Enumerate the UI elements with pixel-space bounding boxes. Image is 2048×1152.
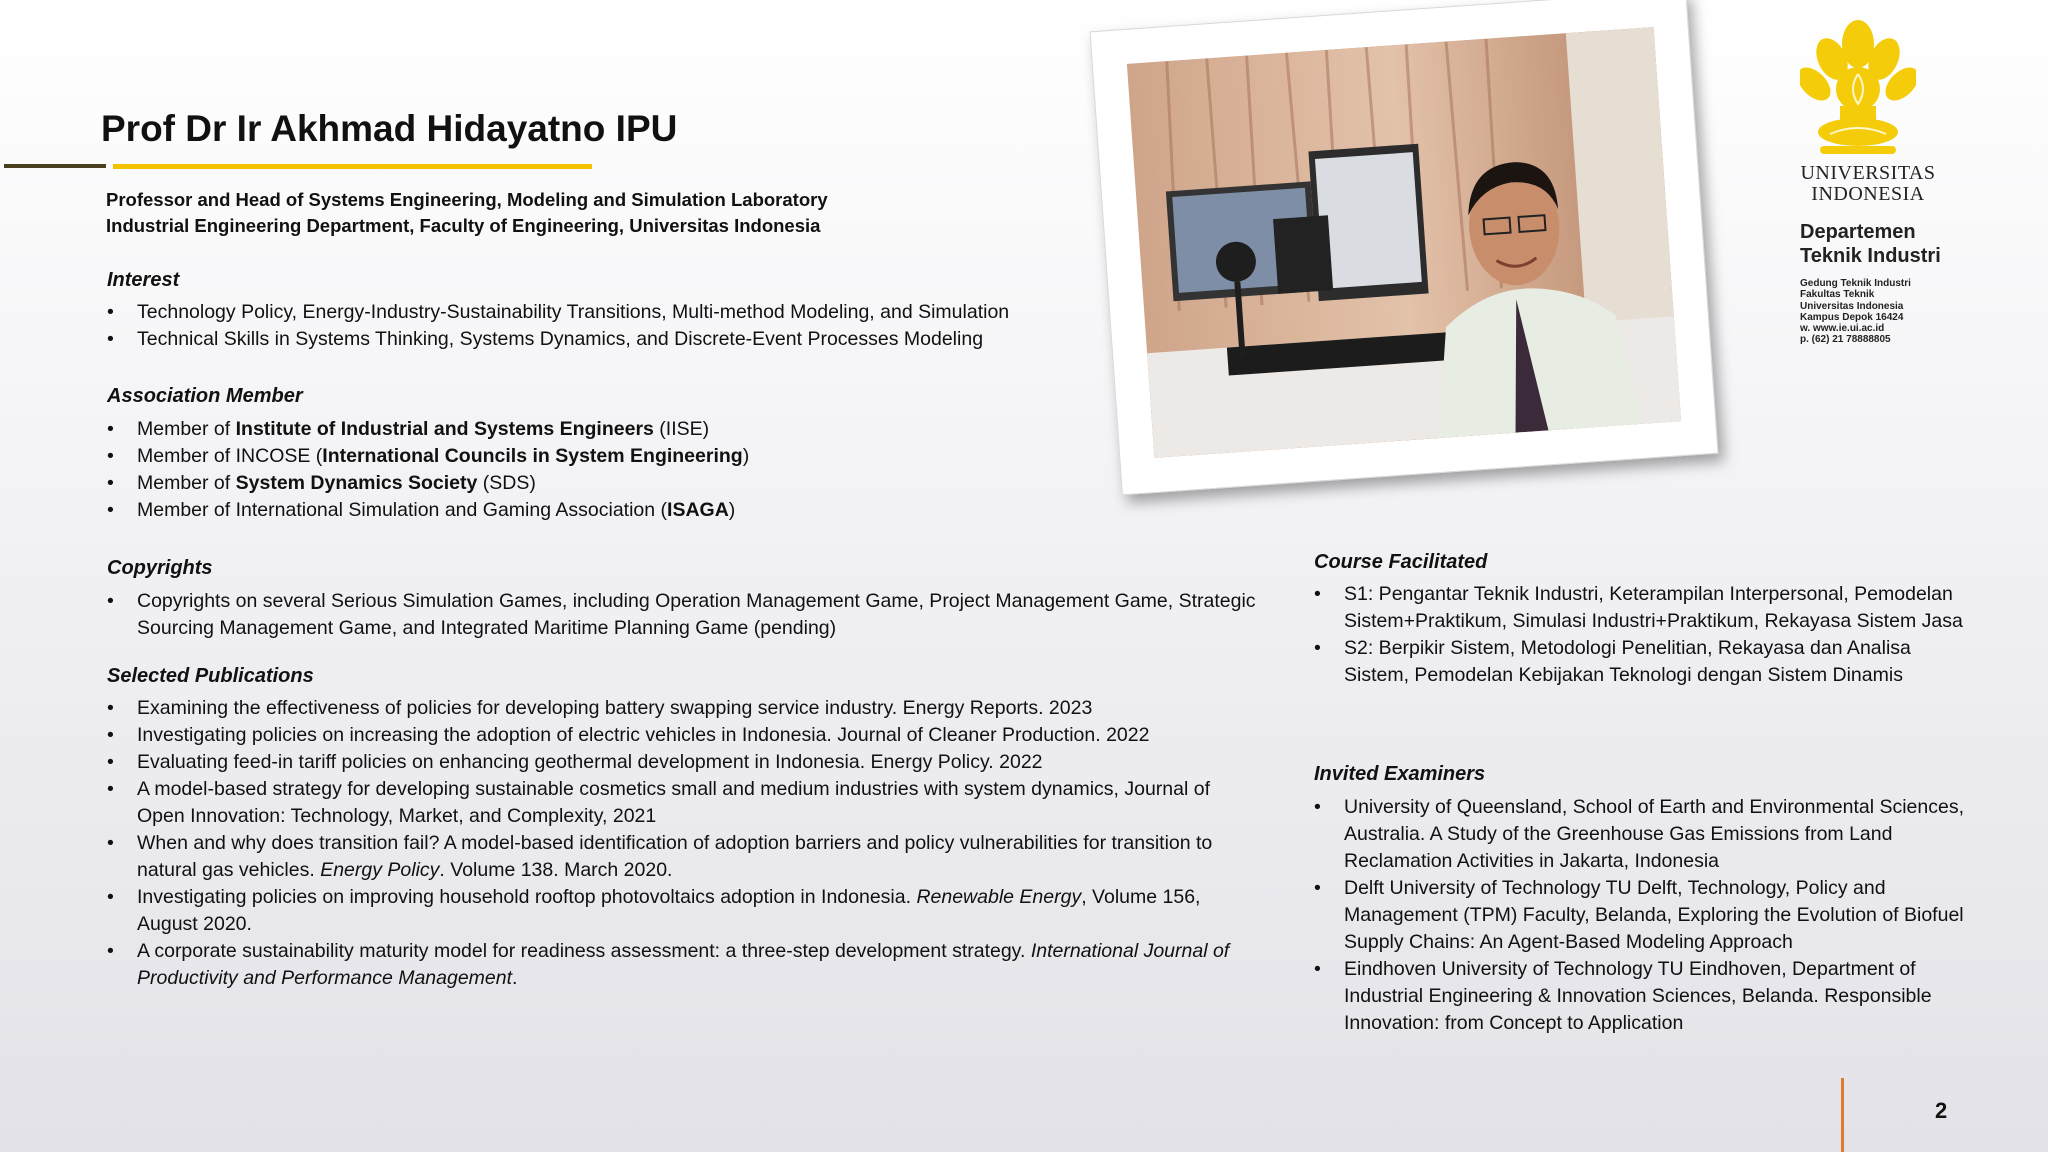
list-item: [107, 416, 1257, 443]
item-text: (SDS): [477, 472, 536, 494]
list-item: • Copyrights on several Serious Simulation Games, including Operation Management Game, Project Management Game, Strategic Sourcing Management Game, and Integrated Maritime Planning Game (pending): [107, 588, 1257, 642]
university-logo-icon: [1800, 14, 1916, 164]
list-item: • University of Queensland, School of Earth and Environmental Sciences, Australia. A Study of the Greenhouse Gas Emissions from Land Reclamation Activities in Jakarta, Indonesia: [1314, 794, 1974, 875]
item-text: .: [512, 967, 518, 989]
publications-heading: Selected Publications: [107, 665, 314, 687]
item-text: Member of: [137, 472, 236, 494]
list-item: [107, 749, 1257, 776]
item-text-bold: Institute of Industrial and Systems Engineers: [235, 418, 654, 440]
list-item: • S2: Berpikir Sistem, Metodologi Penelitian, Rekayasa dan Analisa Sistem, Pemodelan Kebijakan Teknologi dengan Sistem Dinamis: [1314, 635, 1974, 689]
item-text: ): [742, 445, 750, 467]
list-item: [107, 722, 1257, 749]
list-item: • S1: Pengantar Teknik Industri, Keterampilan Interpersonal, Pemodelan Sistem+Praktikum, Simulasi Industri+Praktikum, Rekayasa Sistem Jasa: [1314, 581, 1974, 635]
list-item: [107, 470, 1257, 497]
course-heading: Course Facilitated: [1314, 551, 1488, 573]
copyrights-list: [107, 588, 1257, 642]
subtitle-line: Industrial Engineering Department, Faculty of Engineering, Universitas Indonesia: [106, 215, 821, 236]
item-text: When and why does transition fail? A model-based identification of adoption barriers and policy vulnerabilities for transition to natural gas vehicles.: [137, 832, 1213, 881]
subtitle: [106, 187, 828, 239]
item-text: Investigating policies on improving household rooftop photovoltaics adoption in Indonesia.: [137, 886, 917, 908]
department-name: [1800, 220, 1941, 268]
item-text: A model-based strategy for developing sustainable cosmetics small and medium industries with system dynamics, Journal of Open Innovation: Technology, Market, and Complexity, 2021: [137, 778, 1210, 827]
publications-list: [107, 695, 1257, 992]
examiners-heading: Invited Examiners: [1314, 763, 1486, 785]
list-item: [107, 884, 1257, 938]
address-line: Universitas Indonesia: [1800, 300, 1904, 312]
item-text-italic: Energy Policy: [320, 859, 440, 881]
address-line: Kampus Depok 16424: [1800, 311, 1904, 323]
interest-heading: Interest: [107, 269, 180, 291]
list-item: [107, 938, 1257, 992]
page-number-divider: [1841, 1078, 1844, 1152]
page-number: 2: [1935, 1098, 1948, 1123]
department-address: [1800, 278, 1911, 346]
department-line: Teknik Industri: [1800, 245, 1941, 267]
item-text: ): [728, 499, 736, 521]
item-text-bold: International Councils in System Engineering: [322, 445, 743, 467]
item-text-bold: ISAGA: [667, 499, 729, 521]
item-text: Member of International Simulation and Gaming Association (: [137, 499, 668, 521]
portrait-illustration: [1127, 27, 1681, 458]
list-item: • Technical Skills in Systems Thinking, Systems Dynamics, and Discrete-Event Processes Modeling: [107, 326, 1257, 353]
item-text: (IISE): [653, 418, 710, 440]
interest-list: [107, 299, 1257, 353]
item-text: . Volume 138. March 2020.: [439, 859, 673, 881]
university-name-line: UNIVERSITAS: [1800, 162, 1936, 184]
address-line: Fakultas Teknik: [1800, 289, 1875, 301]
item-text: Member of INCOSE (: [137, 445, 323, 467]
address-line: Gedung Teknik Industri: [1800, 278, 1911, 289]
item-text-bold: System Dynamics Society: [235, 472, 478, 494]
list-item: [107, 776, 1257, 830]
list-item: • Delft University of Technology TU Delft, Technology, Policy and Management (TPM) Faculty, Belanda, Exploring the Evolution of Biofuel Supply Chains: An Agent-Based Modeling Approach: [1314, 875, 1974, 956]
item-text: Investigating policies on increasing the adoption of electric vehicles in Indonesia. Journal of Cleaner Production. 2022: [137, 724, 1150, 746]
item-text-italic: Renewable Energy: [916, 886, 1082, 908]
subtitle-line: Professor and Head of Systems Engineering, Modeling and Simulation Laboratory: [106, 189, 828, 210]
item-text: , Volume 156, August 2020.: [137, 886, 1201, 935]
item-text: Member of: [137, 418, 236, 440]
portrait-photo-frame: [1090, 0, 1719, 495]
list-item: [107, 830, 1257, 884]
examiners-list: [1314, 794, 1974, 1037]
list-item: [107, 443, 1257, 470]
item-text: Evaluating feed-in tariff policies on enhancing geothermal development in Indonesia. Energy Policy. 2022: [137, 751, 1043, 773]
list-item: [107, 695, 1257, 722]
address-line: w. www.ie.ui.ac.id: [1800, 323, 1885, 335]
title-rule-dark: [4, 164, 106, 168]
address-line: p. (62) 21 78888805: [1800, 334, 1891, 346]
portrait-photo: [1127, 27, 1681, 458]
item-text-italic: International Journal of Productivity and Performance Management: [137, 940, 1230, 989]
page-title: Prof Dr Ir Akhmad Hidayatno IPU: [101, 108, 678, 149]
title-rule-gold: [113, 164, 592, 169]
university-name: [1778, 163, 1958, 205]
department-line: Departemen: [1800, 221, 1916, 243]
list-item: • Eindhoven University of Technology TU Eindhoven, Department of Industrial Engineering & Innovation Sciences, Belanda. Responsible Innovation: from Concept to Application: [1314, 956, 1974, 1037]
university-name-line: INDONESIA: [1811, 183, 1925, 205]
item-text: A corporate sustainability maturity model for readiness assessment: a three-step development strategy.: [137, 940, 1031, 962]
course-list: [1314, 581, 1974, 689]
list-item: [107, 497, 1257, 524]
copyrights-heading: Copyrights: [107, 557, 213, 579]
item-text: Examining the effectiveness of policies for developing battery swapping service industry. Energy Reports. 2023: [137, 697, 1093, 719]
list-item: • Technology Policy, Energy-Industry-Sustainability Transitions, Multi-method Modeling, and Simulation: [107, 299, 1257, 326]
association-heading: Association Member: [107, 385, 303, 407]
association-list: [107, 416, 1257, 524]
